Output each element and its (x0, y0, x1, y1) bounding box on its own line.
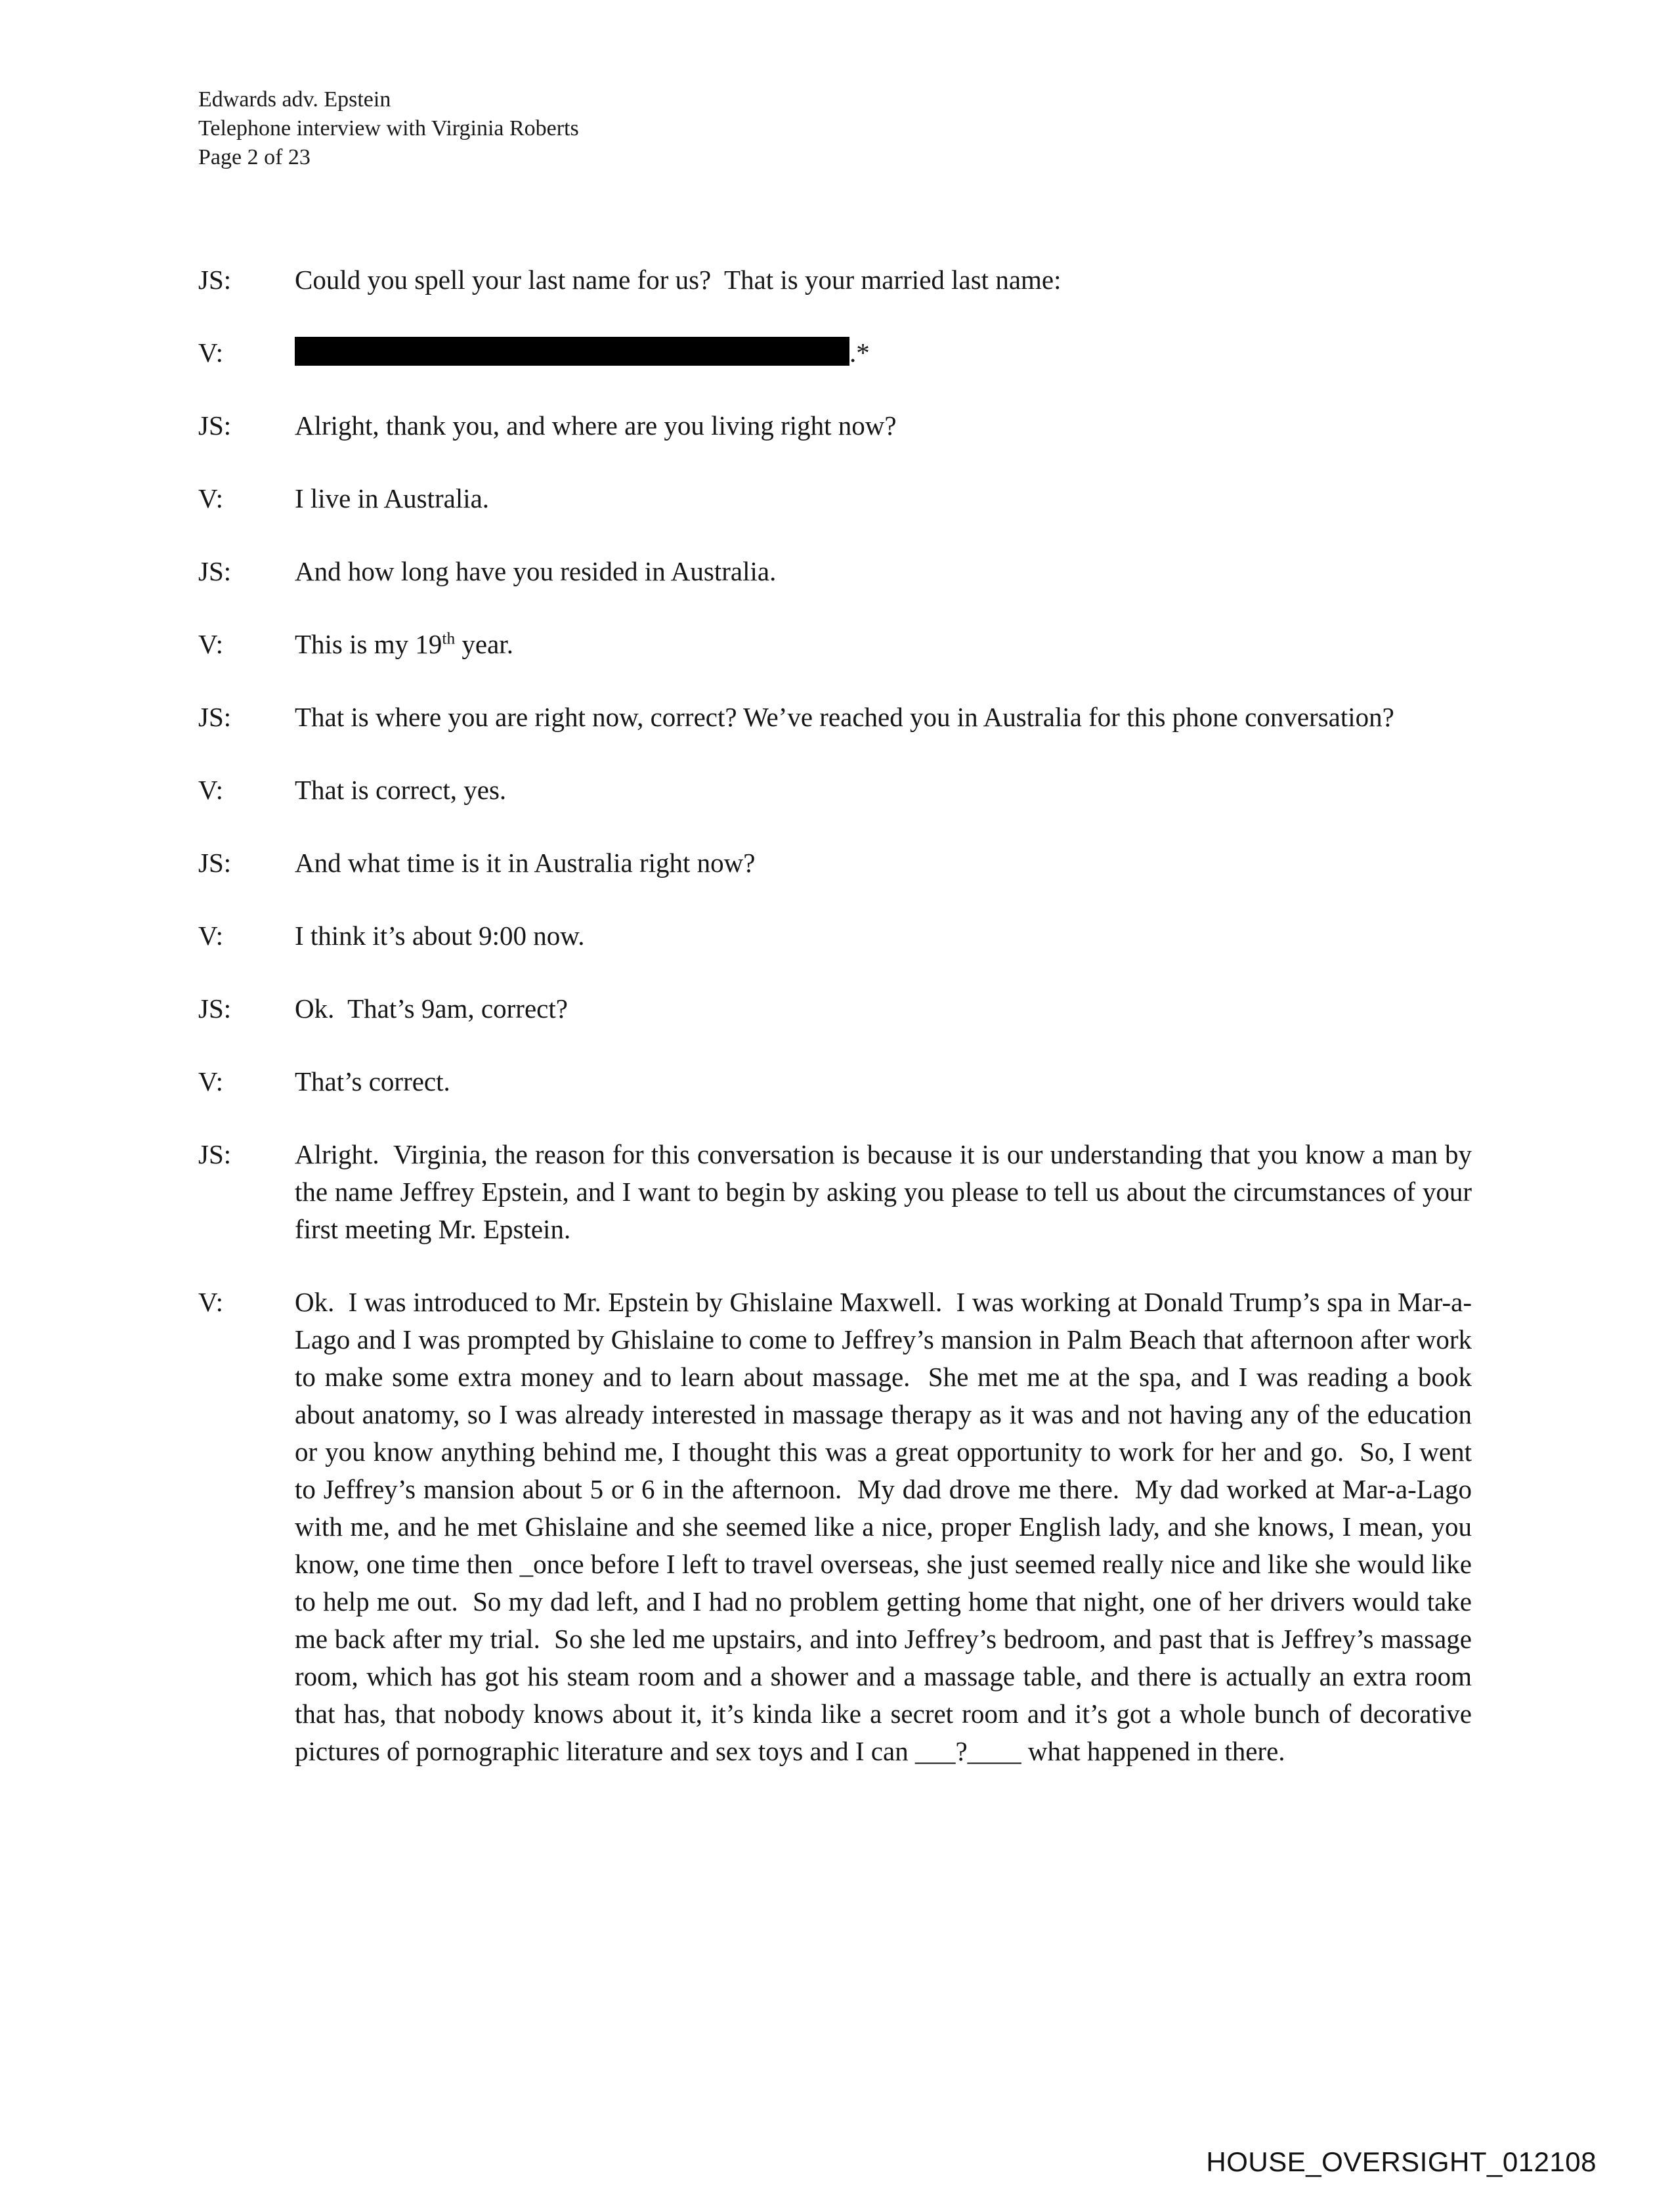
speaker-label: JS: (198, 702, 232, 732)
dialogue-row (198, 1284, 1479, 1770)
dialogue-text (295, 626, 1472, 663)
dialogue-text: And how long have you resided in Australia. (295, 556, 777, 586)
dialogue-text: I think it’s about 9:00 now. (295, 921, 585, 951)
speaker-label: V: (198, 921, 223, 951)
dialogue-row (198, 1136, 1479, 1248)
dialogue-text (295, 334, 1472, 372)
dialogue-row (198, 553, 1472, 590)
dialogue-text-part: year. (455, 629, 513, 659)
dialogue-text: That’s correct. (295, 1066, 450, 1096)
header-case-title: Edwards adv. Epstein (198, 87, 391, 112)
dialogue-row (198, 480, 1472, 517)
dialogue-row (198, 1063, 1472, 1100)
dialogue-text-part: This is my 19 (295, 629, 442, 659)
speaker-label: V: (198, 483, 223, 513)
speaker-label: V: (198, 629, 223, 659)
dialogue-text: Alright. Virginia, the reason for this conversation is because it is our understanding that you know a man by the name Jeffrey Epstein, and I want to begin by asking you please to tell us about the circumstances of your first meeting Mr. Epstein. (295, 1139, 1479, 1244)
speaker-label: JS: (198, 556, 232, 586)
speaker-label: V: (198, 1287, 223, 1317)
dialogue-row (198, 407, 1472, 445)
dialogue-list (198, 261, 1479, 1806)
redaction-suffix: .* (849, 337, 870, 368)
dialogue-text: That is where you are right now, correct? We’ve reached you in Australia for this phone conversation? (295, 702, 1394, 732)
dialogue-row (198, 990, 1472, 1028)
speaker-label: JS: (198, 265, 232, 295)
document-header (198, 85, 579, 172)
dialogue-row (198, 261, 1472, 299)
dialogue-row (198, 844, 1472, 882)
dialogue-row (198, 771, 1472, 809)
header-subtitle: Telephone interview with Virginia Roberts (198, 116, 579, 141)
dialogue-text: Could you spell your last name for us? That is your married last name: (295, 265, 1062, 295)
speaker-label: JS: (198, 1139, 232, 1169)
redaction-bar (295, 337, 849, 366)
speaker-label: JS: (198, 410, 232, 441)
speaker-label: JS: (198, 993, 232, 1024)
speaker-label: V: (198, 1066, 223, 1096)
dialogue-text: That is correct, yes. (295, 775, 507, 805)
dialogue-text: Ok. That’s 9am, correct? (295, 993, 568, 1024)
dialogue-text: And what time is it in Australia right now? (295, 848, 756, 878)
dialogue-row (198, 626, 1472, 663)
bates-number: HOUSE_OVERSIGHT_012108 (1206, 2146, 1597, 2177)
dialogue-text: Ok. I was introduced to Mr. Epstein by Ghislaine Maxwell. I was working at Donald Trump’s spa in Mar-a-Lago and I was prompted by Ghislaine to come to Jeffrey’s mansion in Palm Beach that afternoon after work to make some extra money and to learn about massage. She met me at the spa, and I was reading a book about anatomy, so I was already interested in massage therapy as it was and not having any of the education or you know anything behind me, I thought this was a great opportunity to work for her and go. So, I went to Jeffrey’s mansion about 5 or 6 in the afternoon. My dad drove me there. My dad worked at Mar-a-Lago with me, and he met Ghislaine and she seemed like a nice, proper English lady, and she knows, I mean, you know, one time then _once before I left to travel overseas, she just seemed really nice and like she would like to help me out. So my dad left, and I had no problem getting home that night, one of her drivers would take me back after my trial. So she led me upstairs, and into Jeffrey’s bedroom, and past that is Jeffrey’s massage room, which has got his steam room and a shower and a massage table, and there is actually an extra room that has, that nobody knows about it, it’s kinda like a secret room and it’s got a whole bunch of decorative pictures of pornographic literature and sex toys and I can ___?____ what happened in there. (295, 1287, 1479, 1766)
header-page-label: Page 2 of 23 (198, 145, 311, 169)
dialogue-row (198, 917, 1472, 955)
dialogue-row (198, 334, 1472, 372)
dialogue-text: Alright, thank you, and where are you living right now? (295, 410, 897, 441)
dialogue-row (198, 699, 1472, 736)
speaker-label: JS: (198, 848, 232, 878)
speaker-label: V: (198, 775, 223, 805)
ordinal-superscript: th (442, 629, 456, 648)
speaker-label: V: (198, 337, 223, 368)
dialogue-text: I live in Australia. (295, 483, 490, 513)
